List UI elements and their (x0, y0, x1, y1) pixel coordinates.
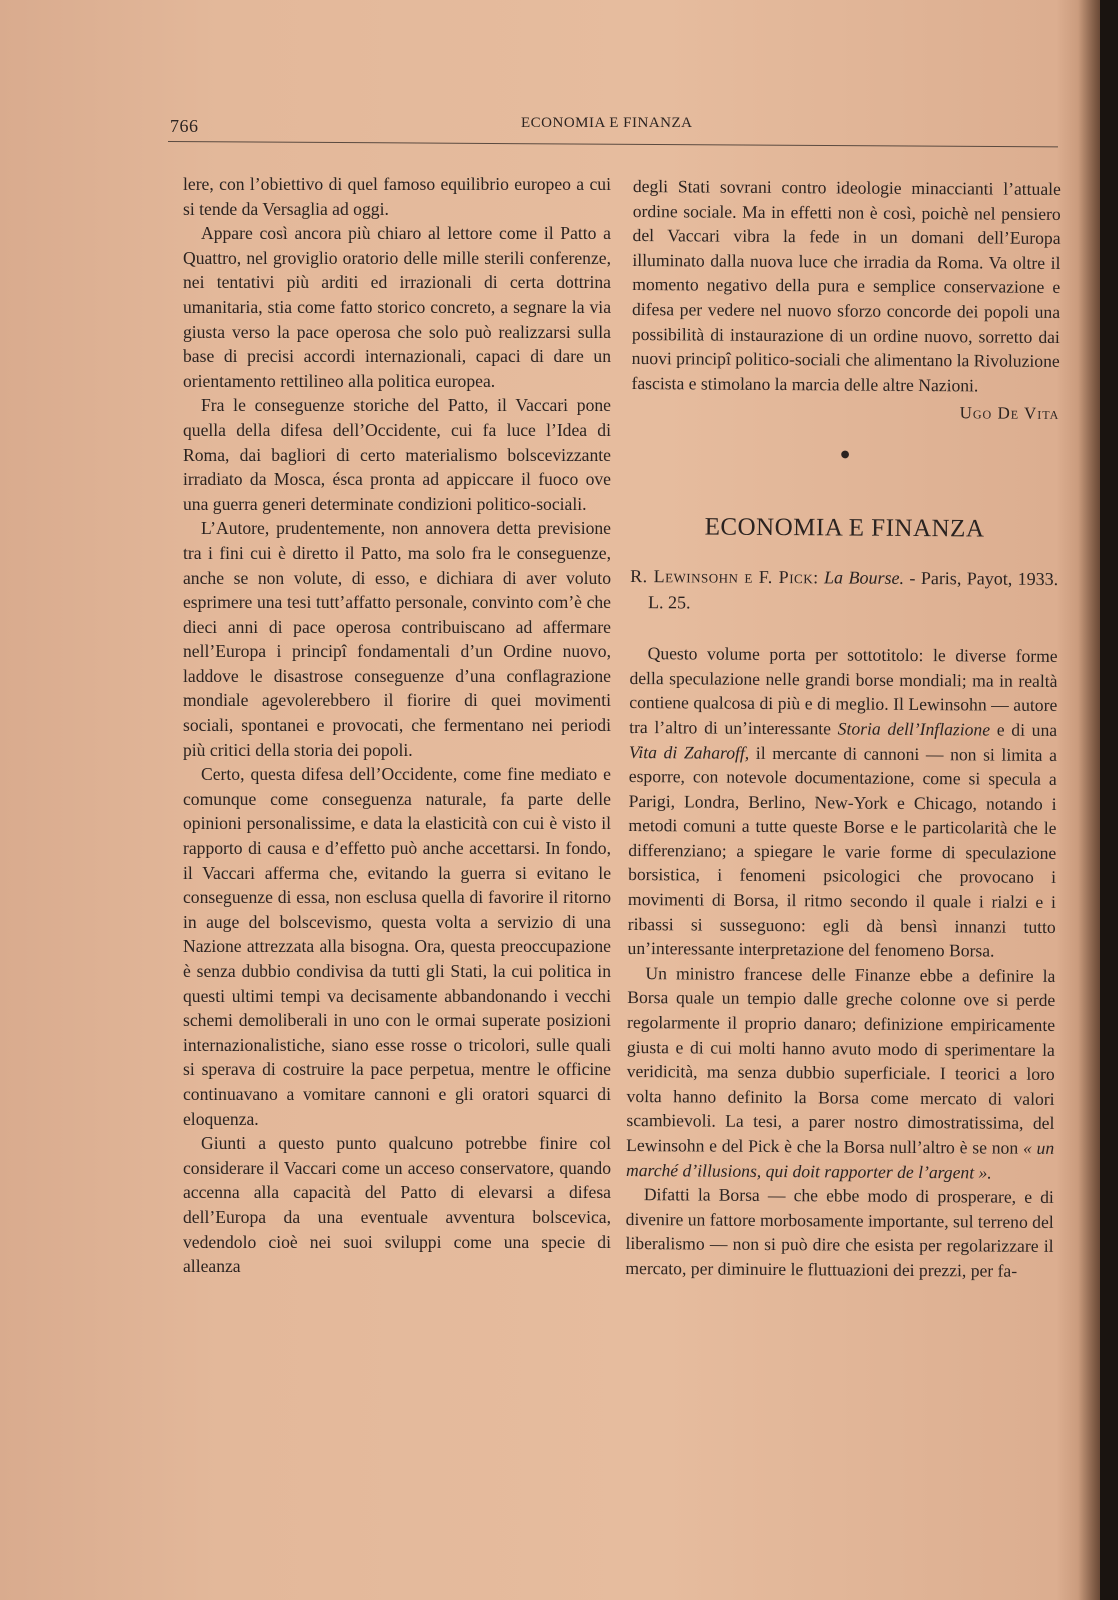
paragraph (628, 641, 1058, 964)
paragraph: Certo, questa difesa dell’Occidente, come fine mediato e comunque come conseguenza naturale, fa parte delle opinioni personalissime, e data la elasticità con cui è visto il rapporto di causa e d’effetto può anche accettarsi. In fondo, il Vaccari afferma che, evitando la guerra si evitano le conseguenze di essa, non esclusa quella di favorire il ritorno in auge del bolscevismo, questa volta a servizio di una Nazione attrezzata alla bisogna. Ora, questa preoccupazione è senza dubbio condivisa da tutti gli Stati, la cui politica in questi ultimi tempi va decisamente abbandonando i vecchi schemi demoliberali in uno con le ormai superate posizioni internazionalistiche, siano esse rosse o tricolori, sulle quali si sperava di costruire la pace perpetua, mentre le officine continuavano a vomitare cannoni e gli oratori squarci di eloquenza. (183, 764, 611, 1129)
text-run: e di una (996, 719, 1058, 740)
right-column (625, 174, 1061, 1284)
paragraph: Difatti la Borsa — che ebbe modo di prosperare, e di divenire un fattore morbosamente importante, sul terreno del liberalismo — non si può dire che esista per regolarizzare il mercato, per diminuire le fluttuazioni dei prezzi, per fa- (625, 1184, 1054, 1281)
paragraph: Giunti a questo punto qualcuno potrebbe finire col considerare il Vaccari come un acceso conservatore, quando accenna alla capacità del Patto di elevarsi a difesa dell’Europa da una eventuale avventura bolscevica, vedendolo cioè nei suoi sviluppi come una specie di alleanza (183, 1133, 611, 1277)
paragraph: Appare così ancora più chiaro al lettore come il Patto a Quattro, nel groviglio oratorio delle mille sterili conferenze, nei tentativi più arditi ed irrazionali di certa dottrina umanitaria, stia come fatto storico concreto, a segnare la via giusta verso la pace operosa che solo può realizzarsi sulla base di precisi accordi internazionali, capaci di dare un orientamento rettilineo alla politica europea. (183, 223, 611, 391)
paragraph (626, 961, 1056, 1185)
paragraph: degli Stati sovrani contro ideologie minaccianti l’attuale ordine sociale. Ma in effetti non è così, poichè nel pensiero del Vaccari vibra la fede in un domani dell’Europa illuminato dalla nuova luce che irradia da Roma. Va oltre il momento negativo della pura e semplice conservazione e difesa per vedere nel nuovo sforzo concorde dei popoli una possibilità di instaurazione di un ordine nuovo, sorretto dai nuovi principî politico-sociali che alimentano la Rivoluzione fascista e stimolano la marcia delle altre Nazioni. (631, 175, 1061, 396)
book-title: Vita di Zaharoff, (628, 741, 750, 763)
left-column (183, 172, 611, 1279)
section-title: ECONOMIA E FINANZA (704, 513, 985, 542)
text-run: Un ministro francese delle Finanze ebbe a definire la Borsa quale un tempio dalle greche colonne ove si perde regolarmente il proprio danaro; definizione empiricamente giusta e di cui molti hanno avuto modo di sperimentare la veridicità, ma senza dubbio superficiale. I teorici a loro volta hanno definito la Borsa come mercato di valori scambievoli. La tesi, a parer nostro dimostratissima, del Lewinsohn e del Pick è che la Borsa null’altro è se non (626, 962, 1056, 1158)
bib-publisher: - Paris, Payot, 1933. L. 25. (647, 568, 1059, 613)
page-edge-shadow (1078, 0, 1100, 1600)
bibliographic-entry (630, 563, 1058, 618)
text-run: il mercante di cannoni — non si limita a esporre, con notevole documentazione, come si specula a Parigi, Londra, Berlino, New-York e Chicago, notando i metodi comuni a tutte queste Borse e le particolarità che le differenziano; a spiegare le varie forme di speculazione borsistica, i fenomeni psicologici che provocano i movimenti di Borsa, il ritmo secondo il quale i rialzi e i ribassi si susseguono: egli dà bensì innanzi tutto un’interessante interpretazione del fenomeno Borsa. (627, 742, 1058, 961)
page-number: 766 (170, 116, 199, 136)
page-header (155, 112, 1055, 142)
quotation: « un marché d’illusions, qui doit rapporter de l’argent ». (625, 1137, 1055, 1183)
paragraph: lere, con l’obiettivo di quel famoso equilibrio europeo a cui si tende da Versaglia ad oggi. (183, 174, 611, 219)
bullet-separator: ● (839, 443, 851, 464)
bib-authors: R. Lewinsohn e F. Pick: (630, 566, 819, 588)
bib-title: La Bourse. (823, 567, 905, 589)
paragraph: L’Autore, prudentemente, non annovera detta previsione tra i fini cui è diretto il Patto, ma solo fra le conseguenze, anche se non volute, di esso, e dichiara di aver voluto esprimere una tesi tutt’affatto personale, convinto com’è che dieci anni di pace operosa contribuiscano ad affermare nell’Europa i principî fondamentali d’un Ordine nuovo, laddove le disastrose conseguenze d’una conflagrazione mondiale agevolerebbero il fiorire di quei movimenti sociali, spontanei e provocati, che fermentano nei periodi più critici della storia dei popoli. (183, 518, 611, 760)
paragraph: Fra le conseguenze storiche del Patto, il Vaccari pone quella della difesa dell’Occidente, cui fa luce l’Idea di Roma, dai bagliori di certo materialismo bolscevizzante irradiato da Mosca, ésca pronta ad appiccare il fuoco ove una guerra generi determinate condizioni politico-sociali. (183, 395, 611, 514)
book-title: Storia dell’Inflazione (837, 718, 991, 740)
running-head: ECONOMIA E FINANZA (521, 115, 693, 131)
author-signature: Ugo De Vita (959, 403, 1060, 424)
text-run: Questo volume porta per sottotitolo: le diverse forme della speculazione nelle grandi borse mondiali; ma in realtà contiene qualcosa di più e di meglio. Il Lewinsohn — autore tra l’altro di un’interessante (629, 643, 1058, 739)
